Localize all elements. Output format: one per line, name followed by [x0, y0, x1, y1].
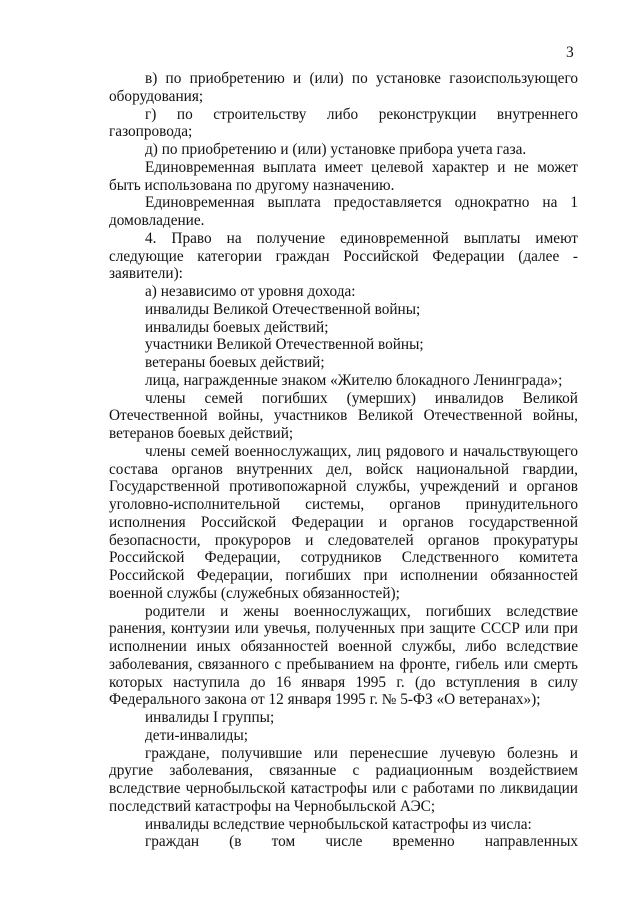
page-number: 3 [566, 44, 574, 61]
list-item: члены семей погибших (умерших) инвалидов Великой Отечественной войны, участников Великой Отечественной войны, ветеранов боевых действий; [109, 389, 578, 442]
list-item: инвалиды Великой Отечественной войны; [145, 300, 421, 318]
list-item: члены семей военнослужащих, лиц рядового и начальствующего состава органов внутренних дел, войск национальной гвардии, Государственной противопожарной службы, учреждений и органов уголовно-исполнительной системы, органов принудительного исполнения Российской Федерации и органов государственной безопасности, прокуроров и следователей органов прокуратуры Российской Федерации, сотрудников Следственного комитета Российской Федерации, погибших при исполнении обязанностей военной службы (служебных обязанностей); [109, 442, 578, 602]
paragraph-item-v: в) по приобретению и (или) по установке газоиспользующего оборудования; [109, 70, 578, 105]
paragraph-item-g: г) по строительству либо реконструкции внутреннего газопровода; [109, 105, 578, 141]
list-item: родители и жены военнослужащих, погибших вследствие ранения, контузии или увечья, полученных при защите СССР или при исполнении иных обязанностей военной службы, либо вследствие заболевания, связанного с пребыванием на фронте, гибель или смерть которых наступила до 16 января 1995 г. (до вступления в силу Федерального закона от 12 января 1995 г. № 5-ФЗ «О ветеранах»); [109, 602, 578, 709]
list-item: инвалиды боевых действий; [145, 318, 329, 336]
list-item: инвалиды I группы; [145, 709, 275, 726]
document-body [109, 70, 578, 851]
paragraph-purpose: Единовременная выплата имеет целевой характер и не может быть использована по другому назначению. [109, 158, 578, 194]
list-item: участники Великой Отечественной войны; [145, 336, 424, 354]
paragraph-section-4: 4. Право на получение единовременной выплаты имеют следующие категории граждан Российской Федерации (далее - заявители): [109, 229, 578, 283]
list-item: ветераны боевых действий; [145, 354, 325, 371]
paragraph-continued: граждан (в том числе временно направленных [145, 833, 578, 851]
paragraph-item-a: а) независимо от уровня дохода: [145, 283, 356, 300]
list-item: дети-инвалиды; [145, 726, 248, 744]
paragraph-item-d: д) по приобретению и (или) установке прибора учета газа. [145, 141, 527, 158]
paragraph-once: Единовременная выплата предоставляется однократно на 1 домовладение. [109, 194, 578, 229]
list-item: инвалиды вследствие чернобыльской катастрофы из числа: [145, 815, 532, 833]
list-item: лица, награжденные знаком «Жителю блокадного Ленинграда»; [145, 371, 563, 389]
list-item: граждане, получившие или перенесшие лучевую болезнь и другие заболевания, связанные с радиационным воздействием вследствие чернобыльской катастрофы или с работами по ликвидации последствий катастрофы на Чернобыльской АЭС; [109, 744, 578, 815]
